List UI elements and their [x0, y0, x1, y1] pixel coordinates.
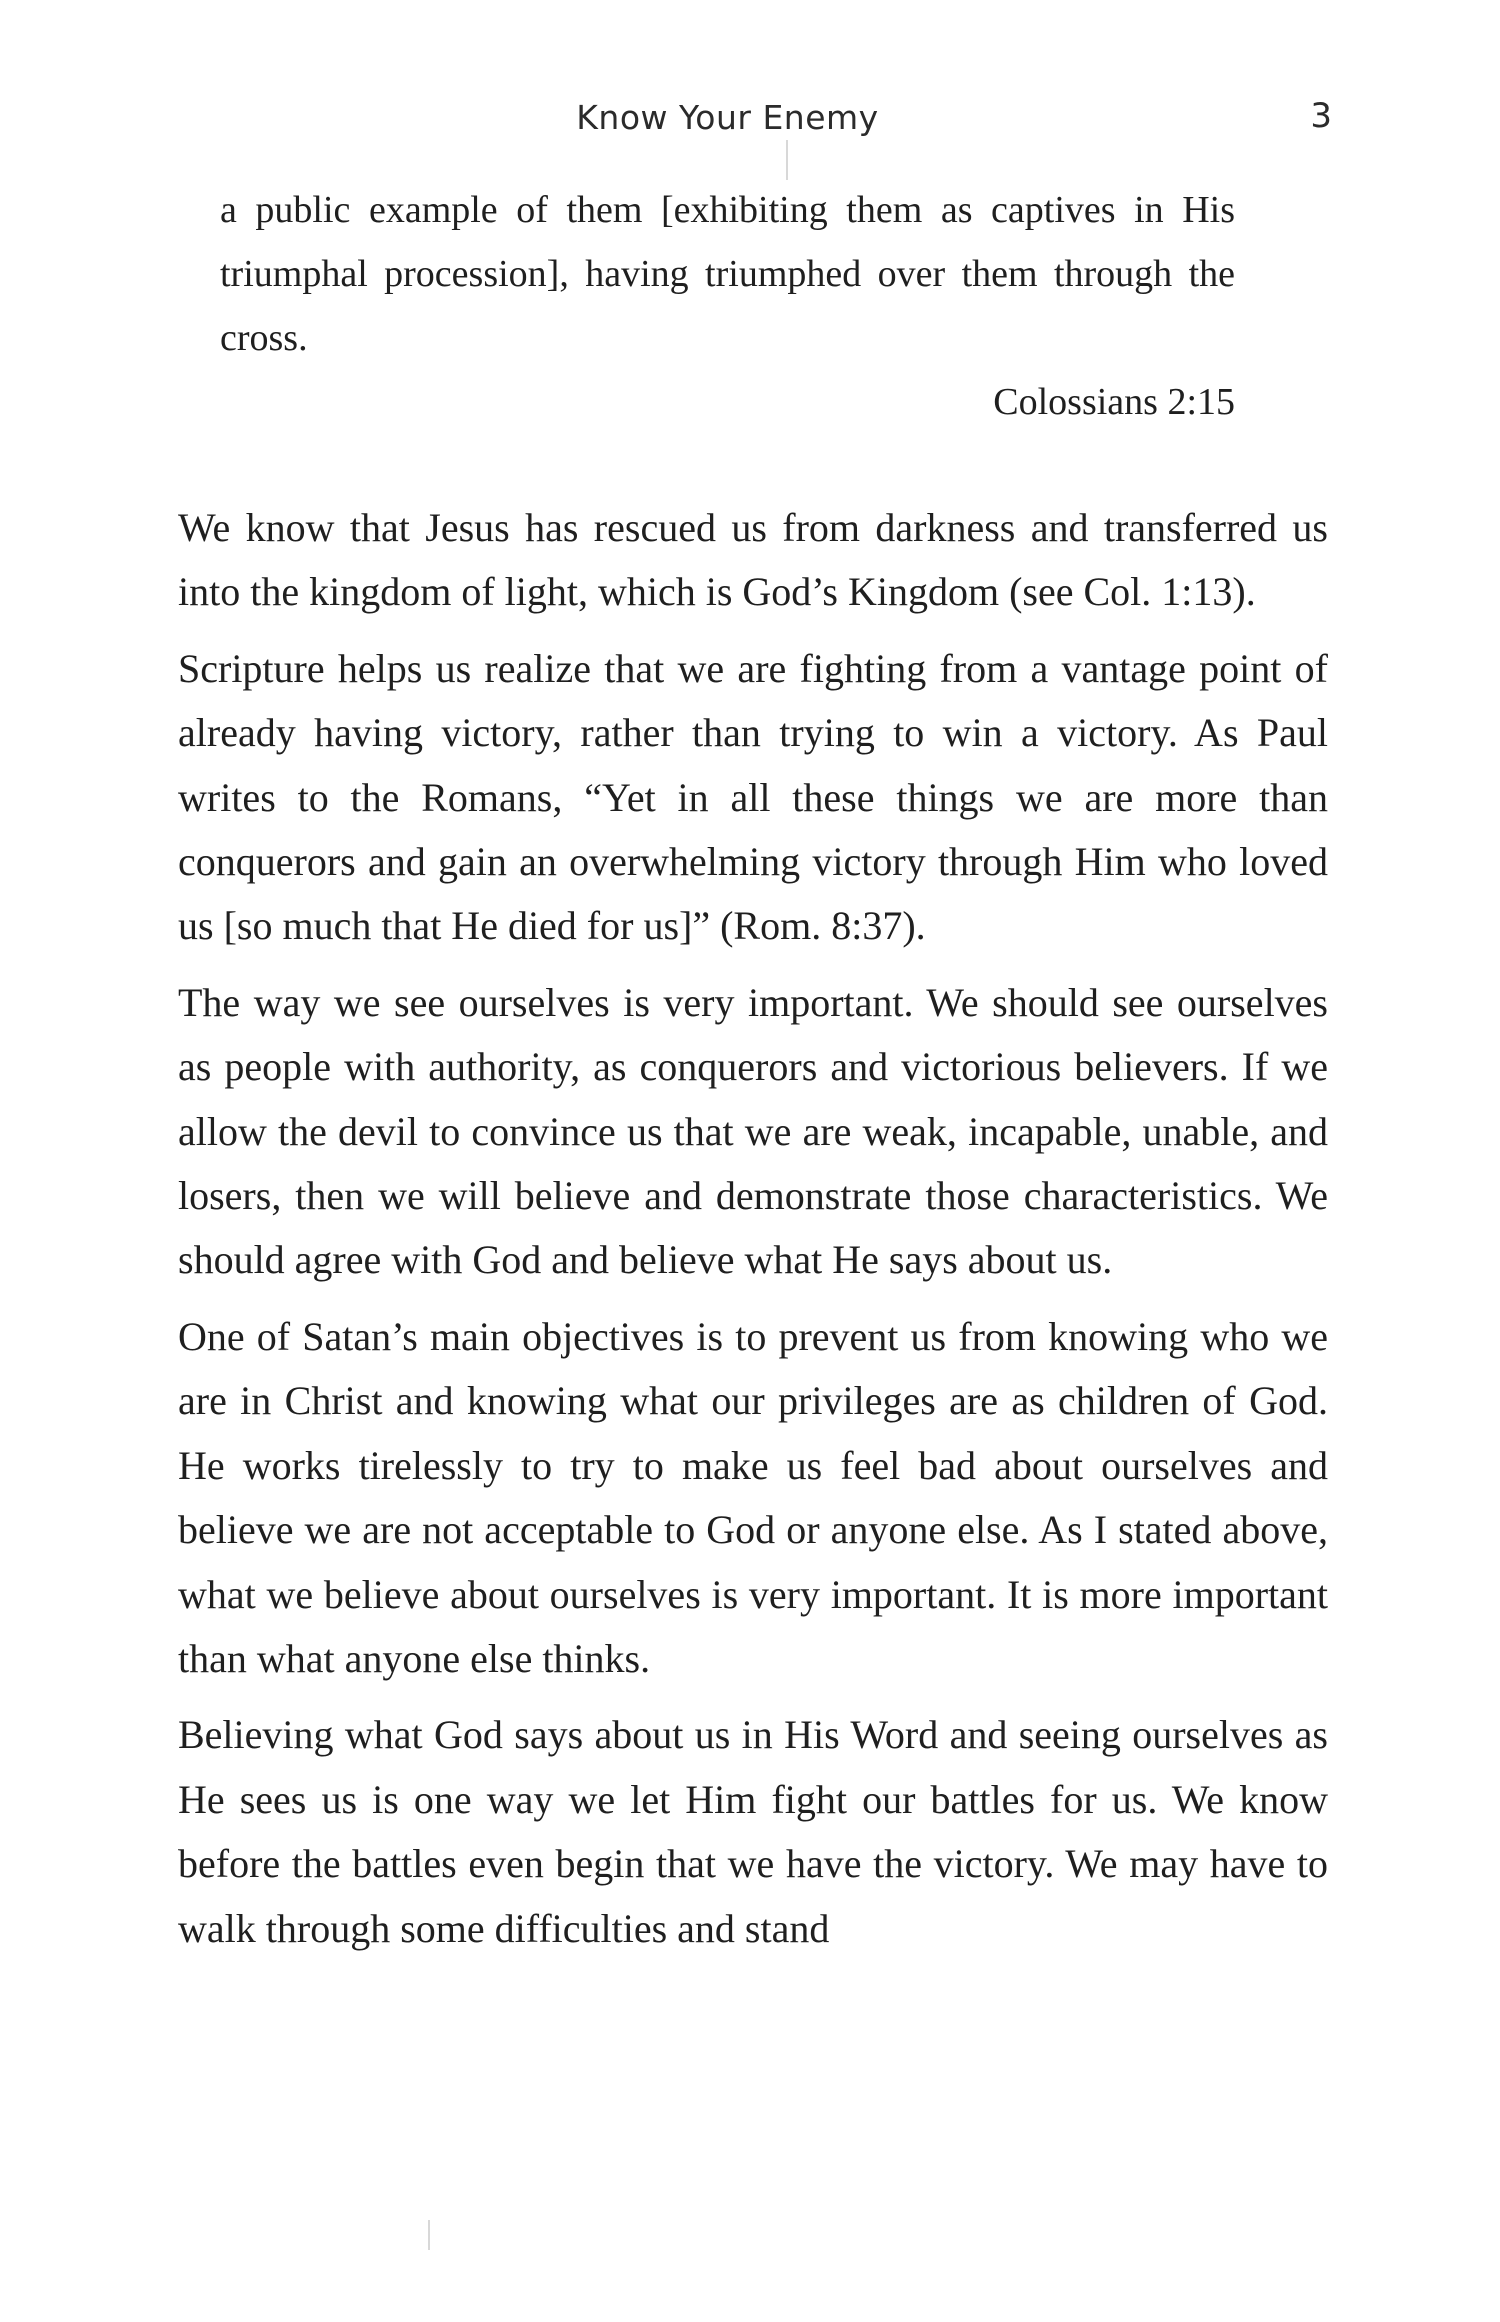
paragraph: We know that Jesus has rescued us from darkness and transferred us into the kingdom of light, which is God’s Kingdom (see Col. 1:13). [178, 505, 1328, 615]
paragraph: One of Satan’s main objectives is to prevent us from knowing who we are in Christ and knowing what our privileges are as children of God. He works tirelessly to try to make us feel bad about ourselves and believe we are not acceptable to God or anyone else. As I stated above, what we believe about ourselves is very important. It is more important than what anyone else thinks. [178, 1313, 1328, 1681]
page-number: 3 [1310, 96, 1332, 136]
epigraph-text: a public example of them [exhibiting them as captives in His triumphal procession], having triumphed over them through the cross. [220, 189, 1235, 359]
paragraph: The way we see ourselves is very important. We should see ourselves as people with authority, as conquerors and victorious believers. If we allow the devil to convince us that we are weak, incapable, unable, and losers, then we will believe and demonstrate those characteristics. We should agree with God and believe what He says about us. [178, 979, 1328, 1283]
running-title: Know Your Enemy [576, 98, 879, 137]
paragraph: Scripture helps us realize that we are fighting from a vantage point of already having victory, rather than trying to win a victory. As Paul writes to the Romans, “Yet in all these things we are more than conquerors and gain an overwhelming victory through Him who loved us [so much that He died for us]” (Rom. 8:37). [178, 645, 1328, 949]
paragraph: Believing what God says about us in His Word and seeing ourselves as He sees us is one way we let Him fight our battles for us. We know before the battles even begin that we have the victory. We may have to walk through some difficulties and stand [178, 1712, 1328, 1951]
body-text [178, 496, 1328, 1973]
scan-artifact-line [428, 2220, 430, 2250]
scan-artifact-line [786, 140, 788, 180]
epigraph-quote [220, 178, 1235, 370]
running-head [0, 92, 1500, 146]
epigraph-citation: Colossians 2:15 [993, 381, 1235, 423]
